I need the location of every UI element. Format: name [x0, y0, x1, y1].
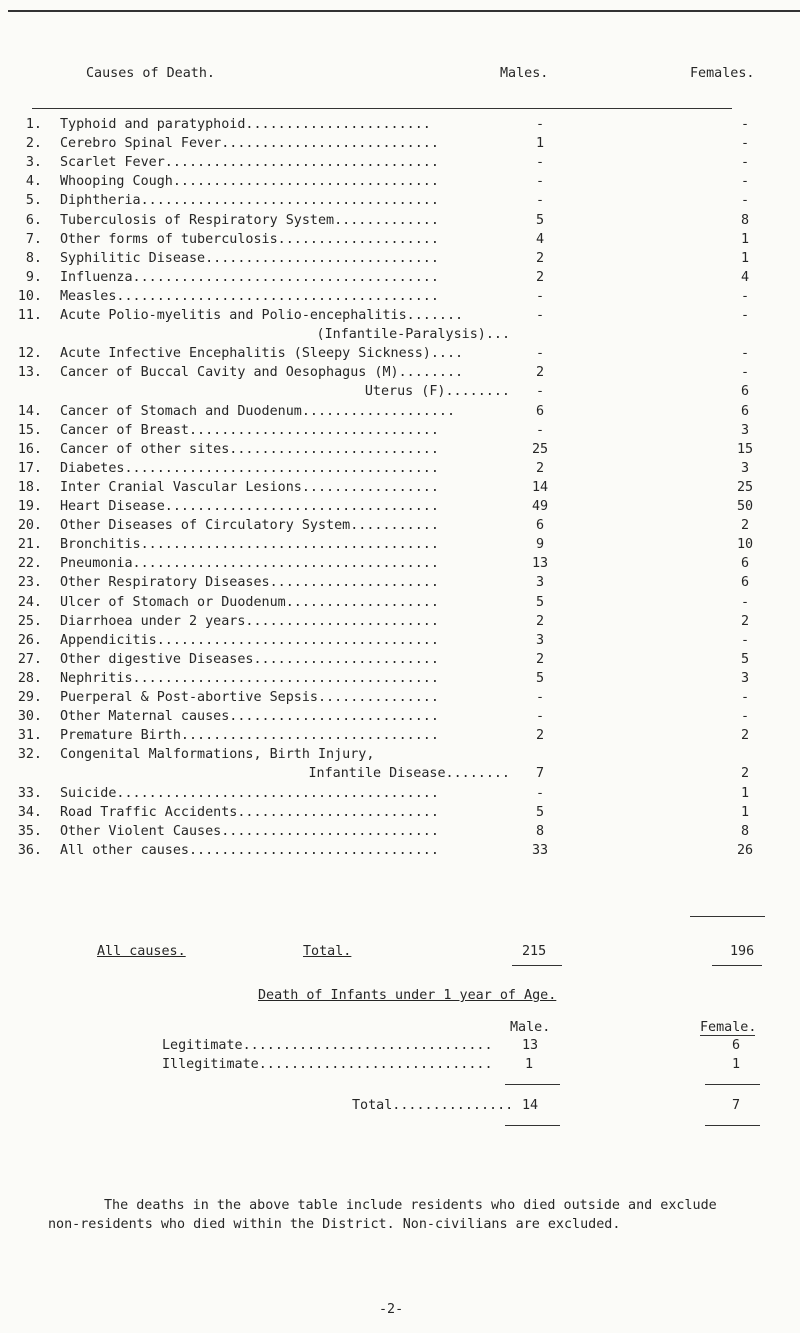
males-count: -	[535, 384, 545, 399]
cause-number: 31.	[17, 728, 42, 743]
cause-row	[0, 404, 800, 424]
cause-row	[0, 346, 800, 366]
cause-row	[0, 442, 800, 462]
cause-number: 36.	[17, 843, 42, 858]
infants-female-heading-rule	[700, 1035, 755, 1036]
cause-row	[0, 499, 800, 519]
infants-illegitimate-female: 1	[732, 1057, 741, 1072]
males-count: 7	[535, 766, 545, 781]
infants-total-female: 7	[732, 1098, 741, 1113]
males-count: -	[535, 308, 545, 323]
females-count: 6	[740, 404, 750, 419]
cause-row	[0, 193, 800, 213]
cause-row	[0, 690, 800, 710]
cause-row	[0, 824, 800, 844]
males-count: 5	[535, 213, 545, 228]
cause-number: 27.	[17, 652, 42, 667]
males-count: -	[535, 690, 545, 705]
cause-row	[0, 308, 800, 342]
infants-male-subtotal-rule	[505, 1084, 560, 1085]
cause-row	[0, 728, 800, 748]
cause-row	[0, 633, 800, 653]
cause-number: 1.	[25, 117, 42, 132]
cause-label: Tuberculosis of Respiratory System.............	[60, 213, 439, 228]
cause-number: 33.	[17, 786, 42, 801]
males-count: 2	[535, 614, 545, 629]
cause-label-continuation: Infantile Disease........	[308, 766, 510, 781]
cause-label: Typhoid and paratyphoid.......................	[60, 117, 431, 132]
males-total-underline	[512, 965, 562, 966]
females-count: -	[740, 174, 750, 189]
cause-row	[0, 556, 800, 576]
cause-label: All other causes...............................	[60, 843, 439, 858]
females-count: 2	[740, 518, 750, 533]
cause-row	[0, 365, 800, 385]
females-count: 3	[740, 671, 750, 686]
infants-female-subtotal-rule	[705, 1084, 760, 1085]
cause-label: Cancer of Buccal Cavity and Oesophagus (M)........	[60, 365, 464, 380]
cause-row	[0, 232, 800, 252]
cause-number: 6.	[25, 213, 42, 228]
males-count: -	[535, 346, 545, 361]
cause-row	[0, 518, 800, 538]
cause-label: Cancer of other sites..........................	[60, 442, 439, 457]
males-count: 2	[535, 652, 545, 667]
cause-number: 18.	[17, 480, 42, 495]
cause-row	[0, 747, 800, 781]
males-count: 49	[531, 499, 549, 514]
cause-row	[0, 289, 800, 309]
cause-number: 3.	[25, 155, 42, 170]
all-causes-label: All causes.	[97, 944, 186, 959]
cause-label: Influenza......................................	[60, 270, 439, 285]
top-rule	[8, 10, 800, 12]
cause-label: Cancer of Breast...............................	[60, 423, 439, 438]
infants-total-label: Total...............	[352, 1098, 514, 1113]
cause-number: 2.	[25, 136, 42, 151]
cause-row	[0, 595, 800, 615]
cause-number: 35.	[17, 824, 42, 839]
cause-row	[0, 213, 800, 233]
cause-number: 34.	[17, 805, 42, 820]
males-count: 3	[535, 575, 545, 590]
infants-male-total-underline	[505, 1125, 560, 1126]
cause-row	[0, 575, 800, 595]
cause-label: Puerperal & Post-abortive Sepsis...............	[60, 690, 439, 705]
cause-label: Other Violent Causes...........................	[60, 824, 439, 839]
females-count: 3	[740, 461, 750, 476]
males-count: -	[535, 117, 545, 132]
cause-label: Other Maternal causes..........................	[60, 709, 439, 724]
infants-female-heading: Female.	[700, 1020, 757, 1035]
females-count: 6	[740, 575, 750, 590]
cause-row	[0, 461, 800, 481]
header-rule	[32, 108, 732, 109]
females-count: -	[740, 155, 750, 170]
females-count: -	[740, 633, 750, 648]
males-count: 9	[535, 537, 545, 552]
males-total: 215	[522, 944, 547, 959]
females-count: -	[740, 117, 750, 132]
page-number: -2-	[379, 1302, 404, 1317]
total-label: Total.	[303, 944, 352, 959]
males-count: -	[535, 709, 545, 724]
males-count: 2	[535, 461, 545, 476]
cause-label: Pneumonia......................................	[60, 556, 439, 571]
infants-legitimate-male: 13	[522, 1038, 539, 1053]
infants-illegitimate-label: Illegitimate.............................	[162, 1057, 493, 1072]
males-count: 5	[535, 671, 545, 686]
females-count: 3	[740, 423, 750, 438]
cause-number: 15.	[17, 423, 42, 438]
footnote-line-2: non-residents who died within the District. Non-civilians are excluded.	[48, 1217, 621, 1232]
males-count: 8	[535, 824, 545, 839]
cause-number: 19.	[17, 499, 42, 514]
males-count: 13	[531, 556, 549, 571]
females-total-rule	[690, 916, 765, 917]
cause-label: Heart Disease..................................	[60, 499, 439, 514]
cause-label: Measles........................................	[60, 289, 439, 304]
infants-illegitimate-male: 1	[525, 1057, 534, 1072]
females-total: 196	[730, 944, 755, 959]
males-count: 6	[535, 518, 545, 533]
females-count: 8	[740, 213, 750, 228]
cause-number: 9.	[25, 270, 42, 285]
cause-label-continuation: Uterus (F)........	[364, 384, 510, 399]
cause-number: 30.	[17, 709, 42, 724]
cause-number: 24.	[17, 595, 42, 610]
cause-label: Acute Polio-myelitis and Polio-encephalitis.......	[60, 308, 464, 323]
males-count: 6	[535, 404, 545, 419]
cause-row	[0, 480, 800, 500]
females-count: -	[740, 690, 750, 705]
cause-row	[0, 384, 800, 404]
females-count: 2	[740, 614, 750, 629]
females-count: 26	[736, 843, 754, 858]
females-count: 6	[740, 556, 750, 571]
males-count: 4	[535, 232, 545, 247]
males-count: 5	[535, 805, 545, 820]
females-count: 1	[740, 805, 750, 820]
males-heading: Males.	[500, 66, 549, 81]
males-count: 33	[531, 843, 549, 858]
cause-row	[0, 117, 800, 137]
females-count: 4	[740, 270, 750, 285]
infants-title: Death of Infants under 1 year of Age.	[258, 988, 557, 1003]
cause-label: Bronchitis.....................................	[60, 537, 439, 552]
infants-male-heading: Male.	[510, 1020, 551, 1035]
cause-number: 17.	[17, 461, 42, 476]
females-count: 25	[736, 480, 754, 495]
cause-label: Other digestive Diseases.......................	[60, 652, 439, 667]
cause-label: Other Diseases of Circulatory System...........	[60, 518, 439, 533]
cause-number: 29.	[17, 690, 42, 705]
cause-row	[0, 843, 800, 863]
males-count: -	[535, 423, 545, 438]
cause-label: Whooping Cough.................................	[60, 174, 439, 189]
infants-legitimate-label: Legitimate...............................	[162, 1038, 493, 1053]
cause-number: 7.	[25, 232, 42, 247]
cause-number: 28.	[17, 671, 42, 686]
females-count: 15	[736, 442, 754, 457]
causes-heading: Causes of Death.	[86, 66, 215, 81]
cause-label: Nephritis......................................	[60, 671, 439, 686]
males-count: 1	[535, 136, 545, 151]
cause-number: 25.	[17, 614, 42, 629]
females-count: 6	[740, 384, 750, 399]
cause-row	[0, 805, 800, 825]
cause-label: Suicide........................................	[60, 786, 439, 801]
cause-row	[0, 652, 800, 672]
cause-row	[0, 537, 800, 557]
cause-number: 21.	[17, 537, 42, 552]
cause-number: 8.	[25, 251, 42, 266]
infants-legitimate-female: 6	[732, 1038, 741, 1053]
females-count: 50	[736, 499, 754, 514]
males-count: 14	[531, 480, 549, 495]
cause-number: 11.	[17, 308, 42, 323]
cause-number: 16.	[17, 442, 42, 457]
females-count: -	[740, 308, 750, 323]
cause-label: Inter Cranial Vascular Lesions.................	[60, 480, 439, 495]
females-count: 1	[740, 232, 750, 247]
cause-label: Scarlet Fever..................................	[60, 155, 439, 170]
cause-label: Diarrhoea under 2 years........................	[60, 614, 439, 629]
cause-number: 12.	[17, 346, 42, 361]
females-count: -	[740, 365, 750, 380]
males-count: -	[535, 289, 545, 304]
males-count: -	[535, 155, 545, 170]
cause-number: 14.	[17, 404, 42, 419]
cause-row	[0, 270, 800, 290]
cause-number: 23.	[17, 575, 42, 590]
cause-number: 10.	[17, 289, 42, 304]
females-count: -	[740, 193, 750, 208]
cause-row	[0, 423, 800, 443]
females-count: 5	[740, 652, 750, 667]
cause-row	[0, 786, 800, 806]
females-count: -	[740, 289, 750, 304]
cause-row	[0, 251, 800, 271]
cause-number: 22.	[17, 556, 42, 571]
cause-number: 13.	[17, 365, 42, 380]
cause-label: Premature Birth................................	[60, 728, 439, 743]
infants-total-male: 14	[522, 1098, 539, 1113]
males-count: 2	[535, 270, 545, 285]
cause-label: Congenital Malformations, Birth Injury,	[60, 747, 375, 762]
females-count: -	[740, 709, 750, 724]
cause-row	[0, 671, 800, 691]
cause-label: Diphtheria.....................................	[60, 193, 439, 208]
infants-female-total-underline	[705, 1125, 760, 1126]
cause-row	[0, 136, 800, 156]
males-count: 2	[535, 251, 545, 266]
females-count: 1	[740, 251, 750, 266]
females-count: 10	[736, 537, 754, 552]
cause-number: 4.	[25, 174, 42, 189]
cause-label: Syphilitic Disease.............................	[60, 251, 439, 266]
cause-label-continuation: (Infantile-Paralysis)...	[316, 327, 510, 342]
cause-label: Other forms of tuberculosis....................	[60, 232, 439, 247]
females-count: -	[740, 136, 750, 151]
cause-number: 32.	[17, 747, 42, 762]
females-total-underline	[712, 965, 762, 966]
cause-number: 5.	[25, 193, 42, 208]
females-count: -	[740, 595, 750, 610]
cause-label: Other Respiratory Diseases.....................	[60, 575, 439, 590]
cause-label: Diabetes.......................................	[60, 461, 439, 476]
males-count: 5	[535, 595, 545, 610]
males-count: -	[535, 193, 545, 208]
females-count: 1	[740, 786, 750, 801]
cause-label: Road Traffic Accidents.........................	[60, 805, 439, 820]
cause-row	[0, 709, 800, 729]
cause-number: 20.	[17, 518, 42, 533]
males-count: -	[535, 174, 545, 189]
cause-label: Ulcer of Stomach or Duodenum...................	[60, 595, 439, 610]
footnote-line-1: The deaths in the above table include residents who died outside and exclude	[104, 1198, 717, 1213]
cause-label: Appendicitis...................................	[60, 633, 439, 648]
cause-label: Cerebro Spinal Fever...........................	[60, 136, 439, 151]
cause-row	[0, 614, 800, 634]
females-count: 8	[740, 824, 750, 839]
females-count: 2	[740, 728, 750, 743]
cause-number: 26.	[17, 633, 42, 648]
males-count: -	[535, 786, 545, 801]
females-heading: Females.	[690, 66, 755, 81]
males-count: 3	[535, 633, 545, 648]
males-count: 2	[535, 365, 545, 380]
cause-row	[0, 155, 800, 175]
males-count: 2	[535, 728, 545, 743]
females-count: 2	[740, 766, 750, 781]
females-count: -	[740, 346, 750, 361]
cause-row	[0, 174, 800, 194]
males-count: 25	[531, 442, 549, 457]
cause-label: Cancer of Stomach and Duodenum...................	[60, 404, 456, 419]
cause-label: Acute Infective Encephalitis (Sleepy Sickness)....	[60, 346, 464, 361]
